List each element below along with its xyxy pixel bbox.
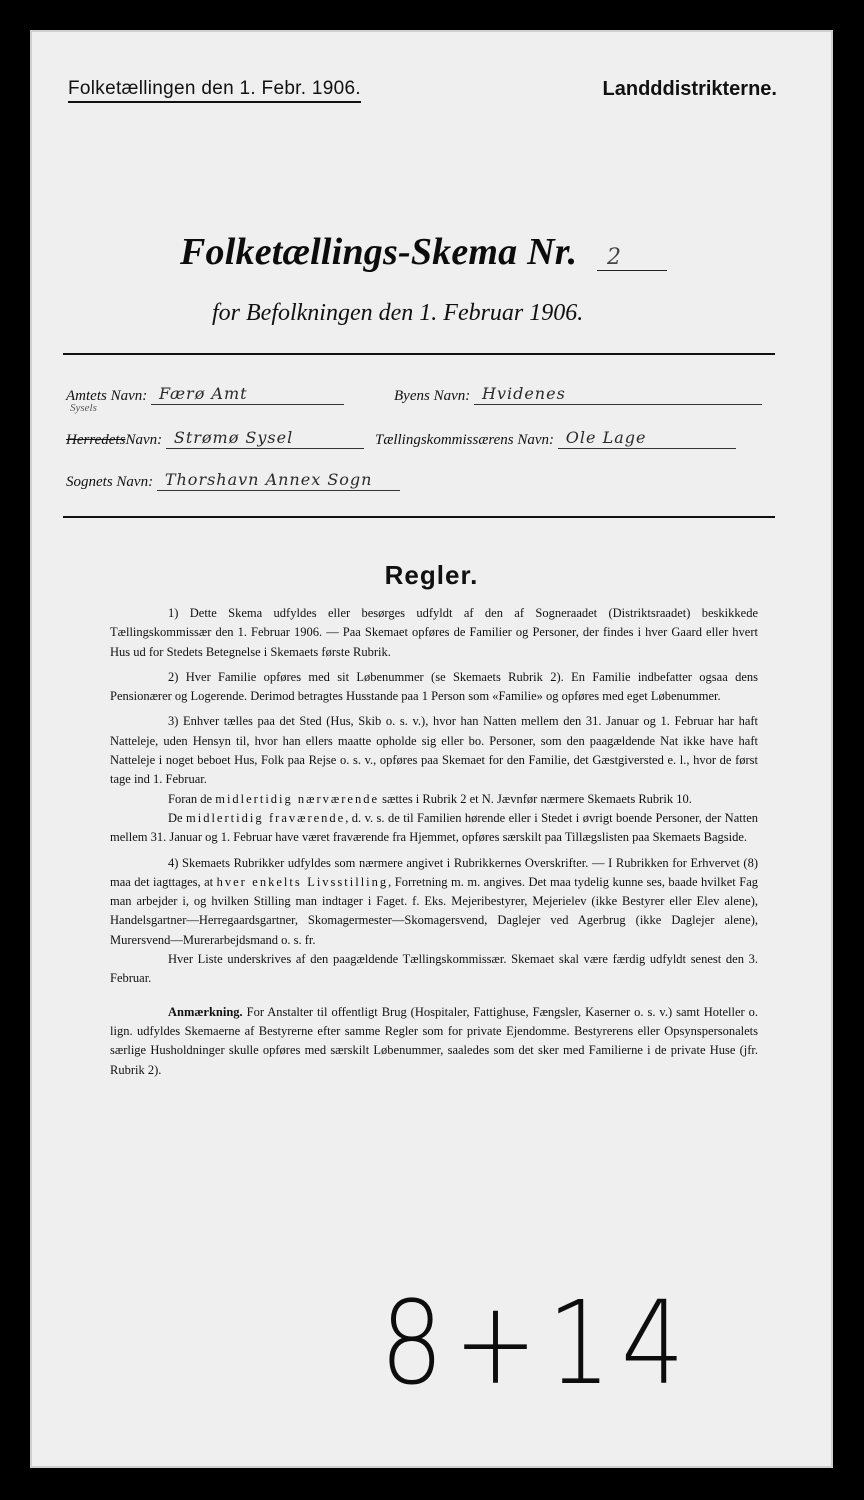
rule-3-absent [110,809,758,848]
herred-label: Navn: [125,432,163,448]
rule-3: 3) Enhver tælles paa det Sted (Hus, Skib o. s. v.), hvor han Natten mellem den 31. Januar og 1. Februar har haft Natteleje, uden Hensyn til, hvor han ellers maatte opholde sig eller bo. Personer, som den paagældende Nat ikke have haft Natteleje i noget beboet Hus, Folk paa Rejse o. s. v., opføres paa Skemaet for den Familie, det Gæstgiversted e. l., hvor de først tage ind 1. Februar. [110,714,758,787]
herred-field [66,428,364,449]
sogn-field [66,470,400,491]
herred-value: Strømø Sysel [166,428,364,449]
rule-2: 2) Hver Familie opføres med sit Løbenummer (se Skemaets Rubrik 2). En Familie indbefatter ogsaa dens Pensionærer og Logerende. Derimod betragtes Husstande paa 1 Person som «Familie» og opføres med eget Løbenummer. [110,669,758,704]
amt-field [66,384,344,405]
rule-4-post: , Forretning m. m. angives. Det maa tydelig kunne ses, baade hvilket Fag man arbejder i, og hvilken Stilling man indtager i Faget. f. Eks. Mejeribestyrer, Mejerielev (ikke Bestyrer eller Elev alene), Handelsgartner—Herregaardsgartner, Skomagermester—Skomagersvend, Daglejer ved Agerbrug (ikke Daglejer alene), Murersvend—Murerarbejdsmand o. s. fr. [110,874,759,947]
top-divider [63,353,775,355]
herred-correction-note: Sysels [70,402,97,414]
rule-3-absent-post: , d. v. s. de til Familien hørende eller i Stedet i øvrigt boende Personer, der Natten mellem 31. Januar og 1. Februar have været fraværende fra Hjemmet, opføres særskilt paa Tillægslisten paa Skemaets Bagside. [110,810,758,845]
form-number: 2 [597,245,667,271]
form-title [180,230,667,274]
rule-3-present-pre: Foran de [168,791,216,806]
kommissaer-value: Ole Lage [558,428,736,449]
census-form-page [30,30,833,1468]
byens-value: Hvidenes [474,384,762,405]
rule-4 [110,854,758,950]
rules-heading: Regler. [384,560,479,590]
sogn-label: Sognets Navn: [66,474,154,490]
amt-value: Færø Amt [151,384,344,405]
byens-label: Byens Navn: [394,388,471,404]
handwritten-number: 8+14 [380,1276,695,1411]
bottom-divider [63,516,775,518]
census-header-title: Folketællingen den 1. Febr. 1906. [68,78,361,103]
remark [110,1003,758,1080]
rule-4-spaced: hver enkelts Livsstilling [216,874,389,889]
rule-1: 1) Dette Skema udfyldes eller besørges udfyldt af den af Sogneraadet (Distriktsraadet) beskikkede Tællingskommissær den 1. Februar 1906. — Paa Skemaet opføres de Familier og Personer, der findes i hver Gaard eller hvert Hus ud for Stedets Betegnelse i Skemaets første Rubrik. [110,606,758,659]
herred-label-struck: Herredets [66,432,126,448]
form-title-text: Folketællings-Skema Nr. [180,231,578,273]
rule-4-pre: 4) Skemaets Rubrikker udfyldes som nærmere angivet i Rubrikkernes Overskrifter. — I Rubrikken for Erhvervet (8) maa det iagttages, at [110,855,758,889]
rule-3-present-spaced: midlertidig nærværende [215,791,379,806]
kommissaer-label: Tællingskommissærens Navn: [375,432,555,448]
rules-text [110,604,758,1086]
byens-field [394,384,762,405]
form-subtitle: for Befolkningen den 1. Februar 1906. [212,300,584,326]
remark-label: Anmærkning. [168,1004,243,1019]
kommissaer-field [375,428,736,449]
amt-label: Amtets Navn: [66,388,148,404]
district-type-header: Landddistrikterne. [602,78,777,100]
rule-3-absent-spaced: midlertidig fraværende [186,810,346,825]
sogn-value: Thorshavn Annex Sogn [157,470,400,491]
rule-5: Hver Liste underskrives af den paagældende Tællingskommissær. Skemaet skal være færdig udfyldt senest den 3. Februar. [110,952,758,986]
rule-3-absent-pre: De [168,810,187,825]
rule-3-present-post: sættes i Rubrik 2 et N. Jævnfør nærmere Skemaets Rubrik 10. [379,791,692,806]
rule-3-present [110,790,758,809]
remark-text: For Anstalter til offentligt Brug (Hospitaler, Fattighuse, Fængsler, Kaserner o. s. v.) samt Hoteller o. lign. udfyldes Skemaerne af Bestyrerne efter samme Regler som for private Ejendomme. Bestyrerens eller Opsynspersonalets særlige Husholdninger skulle opføres med særskilt Løbenummer, saaledes som det sker med Familierne i de private Huse (jfr. Rubrik 2). [110,1004,758,1077]
